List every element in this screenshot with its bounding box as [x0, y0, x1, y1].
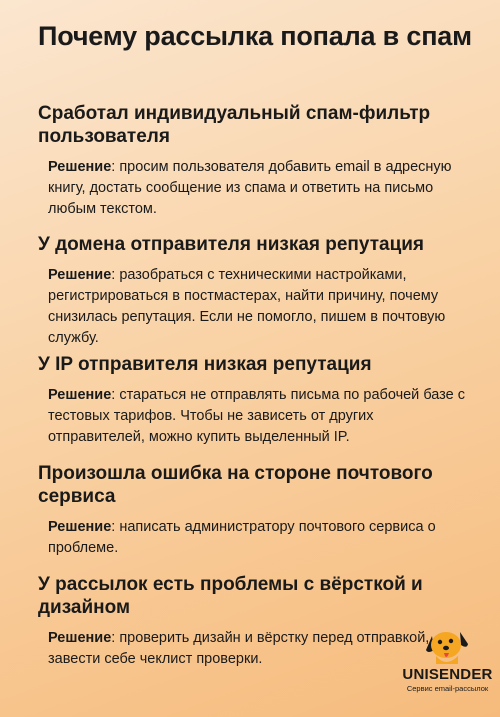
spam-reason-4: [38, 462, 478, 559]
reason-solution: [48, 157, 468, 220]
reason-heading: У рассылок есть проблемы с вёрсткой и дизайном: [38, 574, 423, 618]
solution-text: : написать администратору почтового сервиса о проблеме.: [48, 519, 436, 556]
solution-label: Решение: [48, 267, 112, 283]
reason-solution: [48, 517, 468, 559]
solution-label: Решение: [48, 387, 112, 403]
reason-solution: [48, 265, 468, 349]
reason-heading: Произошла ошибка на стороне почтового сервиса: [38, 463, 433, 507]
reason-heading: У IP отправителя низкая репутация: [38, 354, 372, 375]
spam-reason-3: [38, 353, 478, 448]
spam-reason-2: [38, 233, 478, 349]
brand-logo: [400, 628, 495, 692]
solution-label: Решение: [48, 630, 112, 646]
brand-tagline: Сервис email-рассылок: [406, 684, 489, 693]
solution-text: : проверить дизайн и вёрстку перед отправкой, завести себе чеклист проверки.: [48, 630, 430, 667]
reason-heading: Сработал индивидуальный спам-фильтр пользователя: [38, 103, 431, 147]
reason-heading: У домена отправителя низкая репутация: [38, 234, 425, 255]
solution-label: Решение: [48, 159, 112, 175]
solution-label: Решение: [48, 519, 112, 535]
solution-text: : стараться не отправлять письма по рабочей базе с тестовых тарифов. Чтобы не зависеть от других отправителей, можно купить выделенный IP.: [48, 387, 466, 445]
reason-solution: [48, 385, 468, 448]
page-title: Почему рассылка попала в спам: [38, 21, 472, 51]
solution-text: : просим пользователя добавить email в адресную книгу, достать сообщение из спама и ответить на письмо любым текстом.: [48, 159, 452, 217]
dog-mascot-icon: [424, 628, 470, 666]
brand-name: UNISENDER: [402, 666, 493, 683]
solution-text: : разобраться с техническими настройками, регистрироваться в постмастерах, найти причину, почему снизилась репутация. Если не помогло, пишем в почтовую службу.: [48, 267, 446, 346]
spam-reason-1: [38, 102, 478, 220]
